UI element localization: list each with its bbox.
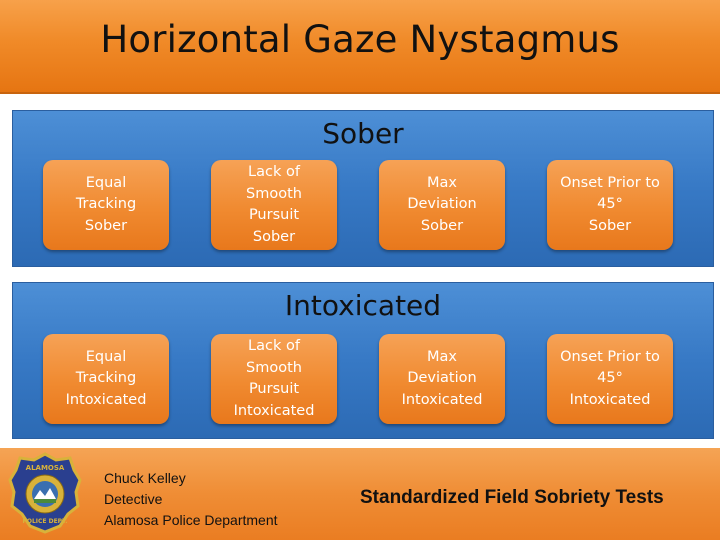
sober-max-deviation-box [379,160,505,250]
intoxicated-heading: Intoxicated [284,289,442,322]
intox-max-deviation-box [379,334,505,424]
box-label: Max Deviation Sober [407,174,477,234]
sober-smooth-pursuit-box [211,160,337,250]
sober-heading: Sober [322,117,404,150]
sober-onset-box [547,160,673,250]
presenter-org: Alamosa Police Department [104,512,278,528]
box-label: Onset Prior to 45° Sober [560,174,660,234]
presenter-block [104,468,278,531]
title-bar [0,0,720,94]
box-label: Equal Tracking Sober [75,174,137,234]
presenter-title: Detective [104,491,163,507]
sober-equal-tracking-box [43,160,169,250]
intox-smooth-pursuit-box [211,334,337,424]
badge-text-bottom: POLICE DEPT. [22,518,68,525]
police-badge-icon [8,452,82,534]
sober-band [12,110,714,267]
box-label: Equal Tracking Intoxicated [65,348,147,408]
course-title: Standardized Field Sobriety Tests [360,487,664,508]
presenter-name: Chuck Kelley [104,470,186,486]
intox-equal-tracking-box [43,334,169,424]
box-label: Max Deviation Intoxicated [401,348,483,408]
slide-title: Horizontal Gaze Nystagmus [100,18,620,61]
box-label: Lack of Smooth Pursuit Sober [246,164,302,245]
intoxicated-band [12,282,714,439]
badge-text-top: ALAMOSA [25,464,65,472]
intox-onset-box [547,334,673,424]
box-label: Onset Prior to 45° Intoxicated [560,348,660,408]
box-label: Lack of Smooth Pursuit Intoxicated [233,338,315,419]
